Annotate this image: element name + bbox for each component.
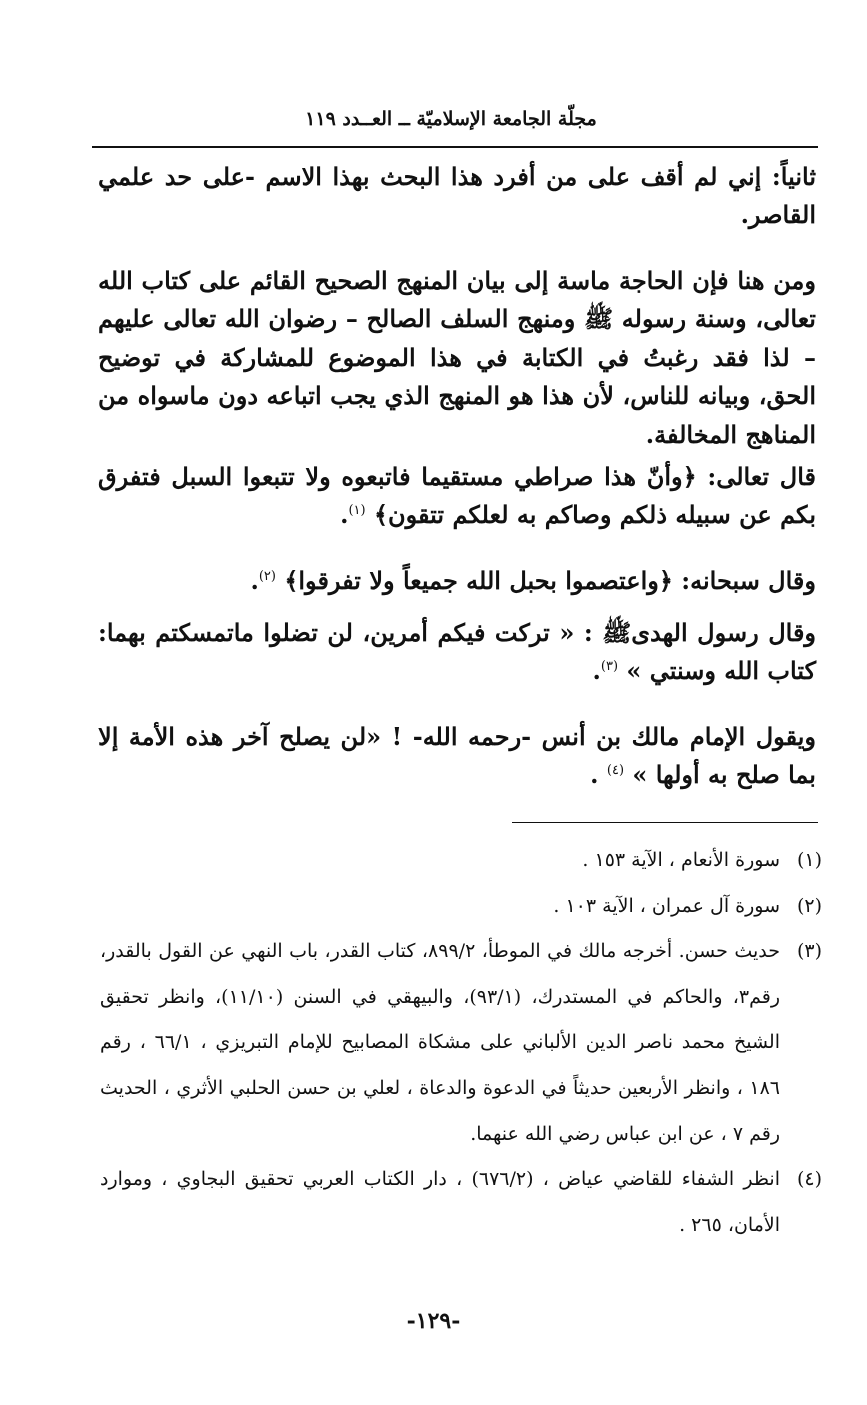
footnote-item (100, 1157, 822, 1248)
paragraph-hadith (98, 614, 816, 691)
page-number: -١٢٩- (406, 1308, 461, 1334)
footnote-text: سورة آل عمران ، الآية ١٠٣ . (553, 894, 780, 917)
footnote-number: (٣) (796, 940, 822, 963)
quran-verse-imran: ﴿واعتصموا بحبل الله جميعاً ولا تفرقوا﴾ (284, 566, 673, 595)
paragraph-quran-verse-2 (98, 562, 816, 600)
paragraph-secondly: ثانياً: إني لم أقف على من أفرد هذا البحث بهذا الاسم -على حد علمي القاصر. (98, 162, 817, 230)
footnote-ref-3: (٣) (600, 659, 619, 675)
footnote-item (100, 929, 822, 1157)
footnote-ref-1: (١) (348, 503, 366, 519)
paragraph-malik-quote (98, 718, 816, 795)
header-rule (92, 146, 818, 148)
footnote-item (100, 884, 822, 930)
end-mark: . (250, 566, 259, 595)
footnote-text: انظر الشفاء للقاضي عياض ، (٦٧٦/٢) ، دار الكتاب العربي تحقيق البجاوي ، وموارد الأمان، ٢٦٥ . (100, 1168, 781, 1236)
paragraph-need: ومن هنا فإن الحاجة ماسة إلى بيان المنهج الصحيح القائم على كتاب الله تعالى، وسنة رسوله ﷺ ومنهج السلف الصالح – رضوان الله تعالى عليهم – لذا فقد رغبتُ في الكتابة في هذا الموضوع للمشاركة في توضيح الحق، وبيانه للناس، لأن هذا هو المنهج الذي يجب اتباعه دون ماسواه من المناهج المخالفة. (98, 266, 816, 449)
footnote-separator (512, 822, 818, 823)
end-mark: . (340, 500, 349, 530)
footnote-number: (٤) (796, 1168, 822, 1191)
footnote-item (100, 838, 822, 884)
end-mark: . (590, 760, 607, 790)
footnotes-list (100, 838, 822, 1248)
quran-intro: وقال سبحانه: (672, 566, 816, 595)
footnote-number: (٢) (796, 894, 822, 917)
hadith-text: وقال رسول الهدىﷺ : « تركت فيكم أمرين، لن تضلوا ماتمسكتم بهما: كتاب الله وسنتي » (98, 618, 816, 686)
quran-intro: قال تعالى: (696, 462, 816, 491)
paragraph-quran-verse-1 (98, 458, 816, 535)
running-header: مجلّة الجامعة الإسلاميّة ــ العــدد ١١٩ (305, 108, 597, 130)
end-mark: . (592, 656, 601, 686)
footnote-ref-2: (٢) (258, 569, 276, 584)
footnote-number: (١) (796, 849, 822, 871)
malik-quote-text: ويقول الإمام مالك بن أنس -رحمه الله- ! «لن يصلح آخر هذه الأمة إلا بما صلح به أولها » (98, 722, 816, 790)
footnote-ref-4: (٤) (606, 763, 625, 779)
quran-verse-anam: ﴿وأنّ هذا صراطي مستقيما فاتبعوه ولا تتبعوا السبل فتفرق بكم عن سبيله ذلكم وصاكم به لعلكم تتقون﴾ (98, 462, 816, 530)
footnote-text: سورة الأنعام ، الآية ١٥٣ . (582, 849, 780, 871)
footnote-text: حديث حسن. أخرجه مالك في الموطأ، ٨٩٩/٢، كتاب القدر، باب النهي عن القول بالقدر، رقم٣، والحاكم في المستدرك، (٩٣/١)، والبيهقي في السنن (١١/١٠)، وانظر تحقيق الشيخ محمد ناصر الدين الألباني على مشكاة المصابيح للإمام التبريزي ، ٦٦/١ ، رقم ١٨٦ ، وانظر الأربعين حديثاً في الدعوة والدعاة ، لعلي بن حسن الحلبي الأثري ، الحديث رقم ٧ ، عن ابن عباس رضي الله عنهما. (100, 940, 780, 1145)
